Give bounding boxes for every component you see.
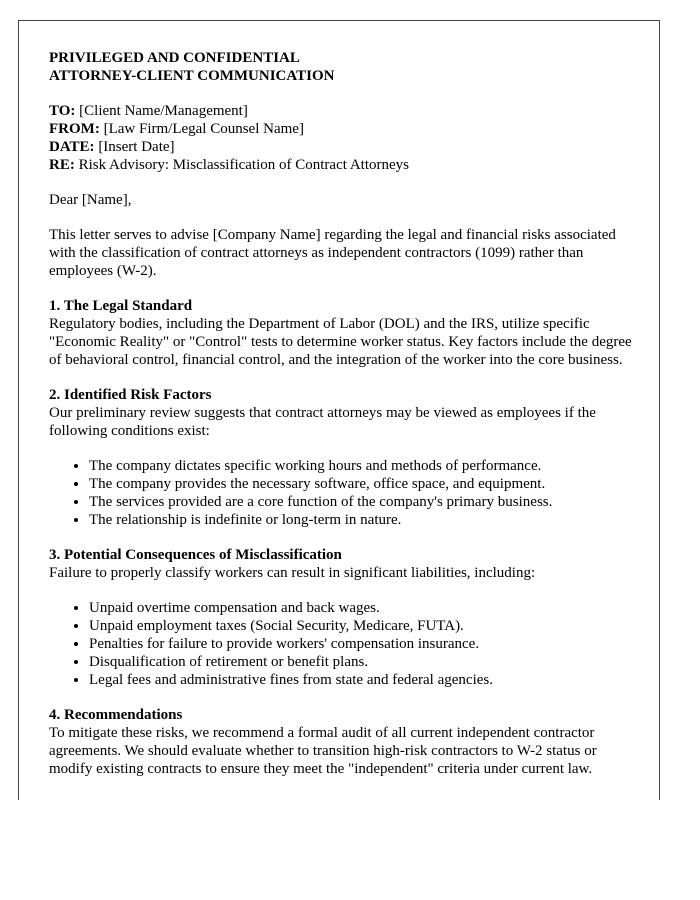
list-item: • Unpaid employment taxes (Social Security, Medicare, FUTA).: [89, 617, 633, 635]
memo-re-value: Risk Advisory: Misclassification of Contract Attorneys: [74, 157, 409, 173]
consequences-list: [49, 599, 633, 689]
memo-date-value: [Insert Date]: [94, 139, 175, 155]
list-item: • The services provided are a core function of the company's primary business.: [89, 493, 633, 511]
section-title: 1. The Legal Standard: [49, 298, 193, 314]
section-risk-factors: [49, 386, 633, 529]
list-item: • The company provides the necessary software, office space, and equipment.: [89, 475, 633, 493]
confidentiality-line-2: ATTORNEY-CLIENT COMMUNICATION: [49, 68, 335, 84]
letter-page: [18, 20, 660, 800]
confidentiality-line-1: PRIVILEGED AND CONFIDENTIAL: [49, 50, 300, 66]
memo-to-value: [Client Name/Management]: [75, 103, 248, 119]
section-title: 4. Recommendations: [49, 707, 183, 723]
memo-to-label: TO:: [49, 103, 76, 119]
section-body: Regulatory bodies, including the Department of Labor (DOL) and the IRS, utilize specific "Economic Reality" or "Control" tests to determine worker status. Key factors include the degree of behavioral control, financial control, and the integration of the worker into the core business.: [49, 316, 632, 368]
memo-header: [49, 102, 633, 174]
list-item: • Disqualification of retirement or benefit plans.: [89, 653, 633, 671]
section-body: Our preliminary review suggests that contract attorneys may be viewed as employees if the following conditions exist:: [49, 405, 596, 439]
section-body: Failure to properly classify workers can result in significant liabilities, including:: [49, 565, 536, 581]
section-title: 3. Potential Consequences of Misclassification: [49, 547, 342, 563]
list-item: • Legal fees and administrative fines from state and federal agencies.: [89, 671, 633, 689]
intro-paragraph: This letter serves to advise [Company Name] regarding the legal and financial risks associated with the classification of contract attorneys as independent contractors (1099) rather than employees (W-2).: [49, 227, 616, 279]
list-item: • The relationship is indefinite or long-term in nature.: [89, 511, 633, 529]
list-item: • Unpaid overtime compensation and back wages.: [89, 599, 633, 617]
memo-from-value: [Law Firm/Legal Counsel Name]: [99, 121, 304, 137]
memo-from-line: [49, 120, 633, 138]
memo-re-line: [49, 156, 633, 174]
list-item: • Penalties for failure to provide workers' compensation insurance.: [89, 635, 633, 653]
confidentiality-heading: [49, 49, 633, 85]
section-recommendations: [49, 706, 633, 778]
section-legal-standard: [49, 297, 633, 369]
memo-from-label: FROM:: [49, 121, 100, 137]
section-body: To mitigate these risks, we recommend a formal audit of all current independent contractor agreements. We should evaluate whether to transition high-risk contractors to W-2 status or modify existing contracts to ensure they meet the "independent" criteria under current law.: [49, 725, 597, 777]
memo-date-label: DATE:: [49, 139, 95, 155]
list-item: • The company dictates specific working hours and methods of performance.: [89, 457, 633, 475]
section-title: 2. Identified Risk Factors: [49, 387, 212, 403]
memo-date-line: [49, 138, 633, 156]
salutation: Dear [Name],: [49, 192, 132, 208]
section-consequences: [49, 546, 633, 689]
memo-to-line: [49, 102, 633, 120]
risk-factors-list: [49, 457, 633, 529]
memo-re-label: RE:: [49, 157, 75, 173]
